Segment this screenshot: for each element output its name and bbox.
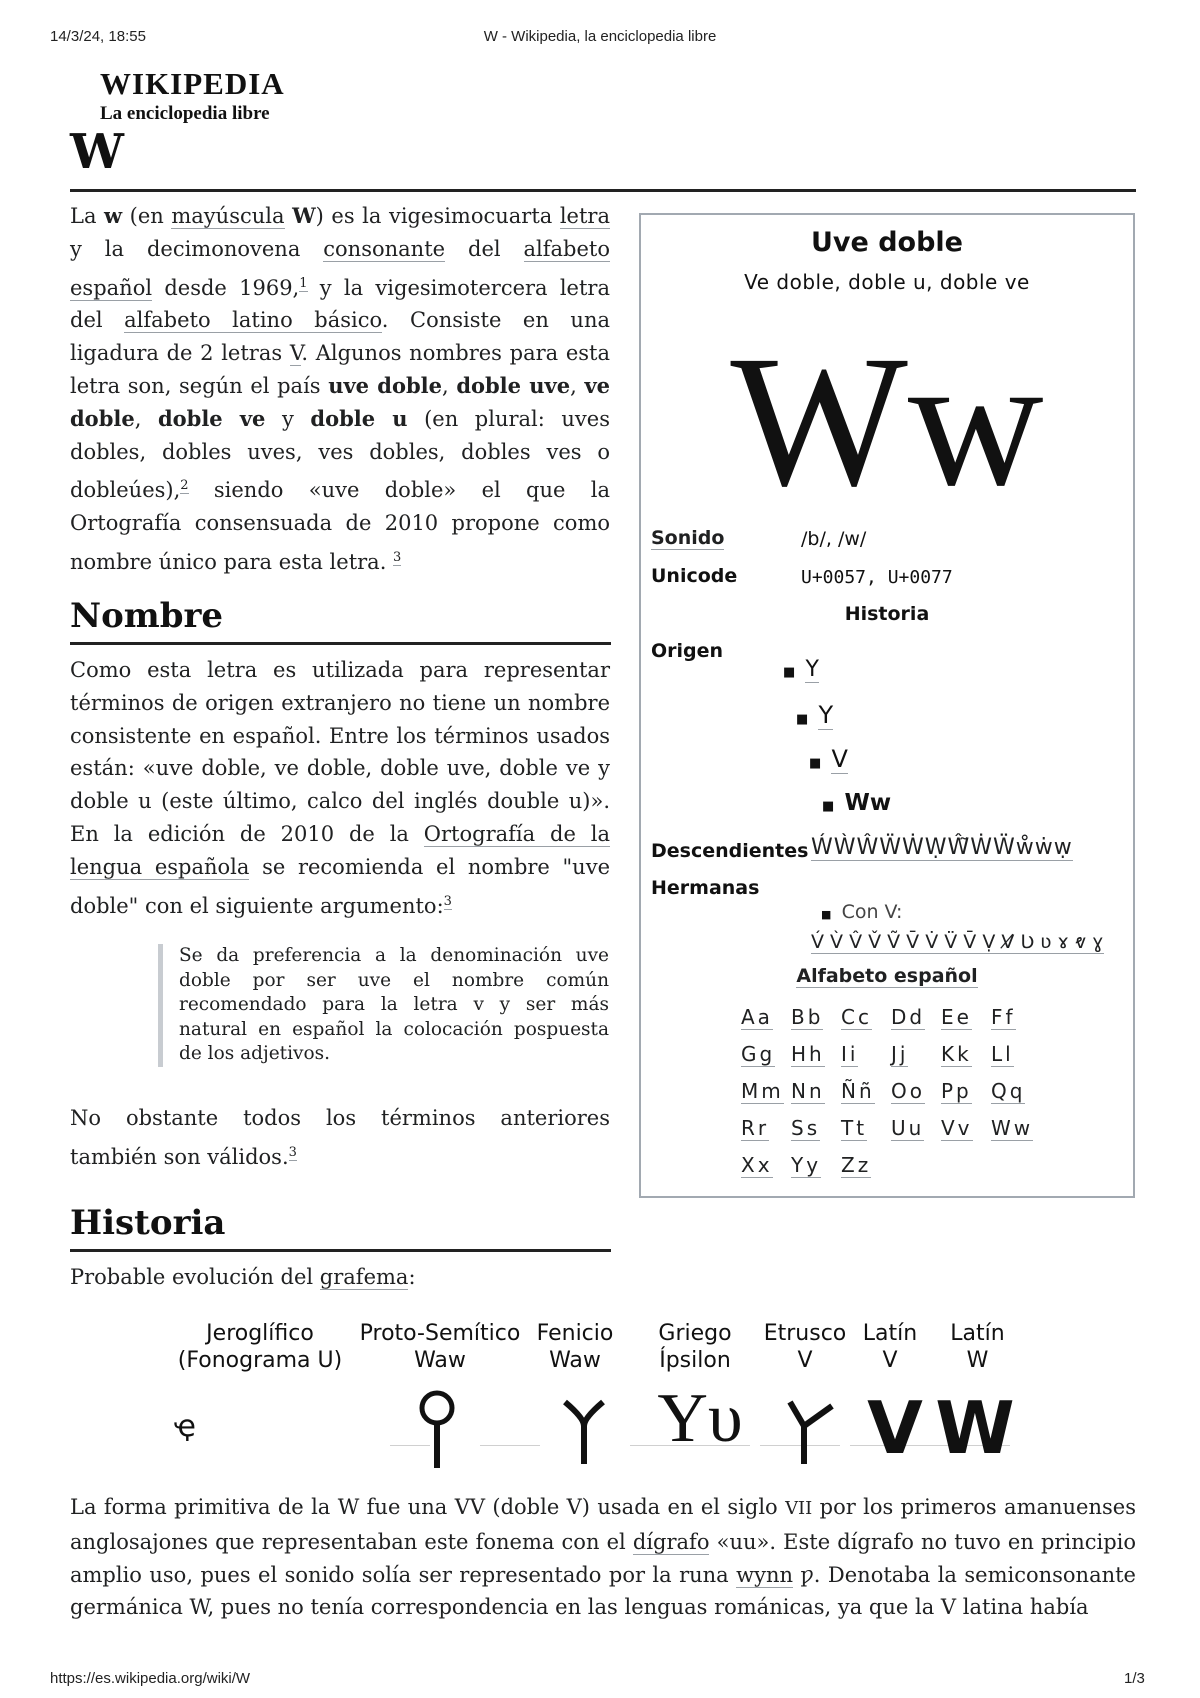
section-heading-historia: Historia — [70, 1203, 226, 1243]
section-divider-historia — [70, 1249, 611, 1252]
spanish-alphabet-grid — [741, 1005, 1041, 1195]
grapheme-evolution-table — [170, 1320, 1040, 1480]
link-wynn[interactable]: wynn — [736, 1562, 794, 1587]
origen-bullet-2: ■ V — [809, 745, 848, 773]
alphabet-letter-Gg[interactable]: Gg — [741, 1042, 776, 1066]
hieroglyph-quail-chick-icon: ҿ — [174, 1409, 196, 1444]
title-divider — [70, 189, 1136, 192]
proto-semitic-waw-icon — [415, 1388, 459, 1470]
greek-upsilon-icon: Υυ — [657, 1380, 743, 1457]
section-divider-nombre — [70, 642, 611, 645]
infobox-historia-label: Historia — [844, 603, 930, 625]
ref-3[interactable]: 3 — [393, 549, 402, 565]
alphabet-letter-Ll[interactable]: Ll — [991, 1042, 1014, 1066]
evolution-header-1: Proto-Semítico Waw — [359, 1321, 521, 1373]
infobox-letter-glyph: Ww — [730, 316, 1044, 525]
alphabet-letter-Rr[interactable]: Rr — [741, 1116, 770, 1140]
infobox-alfabeto-label[interactable]: Alfabeto español — [796, 965, 978, 987]
infobox-descendientes-value[interactable]: ẂẀŴẄẆẈŴ̃ẆẄẘẇẉ — [811, 835, 1073, 860]
baseline-2 — [480, 1445, 540, 1446]
print-url: https://es.wikipedia.org/wiki/W — [50, 1670, 251, 1687]
print-page-title: W - Wikipedia, la enciclopedia libre — [483, 28, 717, 45]
alphabet-letter-Pp[interactable]: Pp — [941, 1079, 972, 1103]
evolution-header-2: Fenicio Waw — [536, 1321, 614, 1373]
alphabet-letter-Cc[interactable]: Cc — [841, 1005, 872, 1029]
infobox-subtitle: Ve doble, doble u, doble ve — [744, 270, 1030, 294]
alphabet-letter-Kk[interactable]: Kk — [941, 1042, 972, 1066]
alphabet-letter-Hh[interactable]: Hh — [791, 1042, 825, 1066]
alphabet-letter-Jj[interactable]: Jj — [891, 1042, 909, 1066]
alphabet-letter-Qq[interactable]: Qq — [991, 1079, 1026, 1103]
origen-bullet-0: ■ Y — [783, 657, 819, 682]
alphabet-letter-Ee[interactable]: Ee — [941, 1005, 972, 1029]
etruscan-v-icon — [780, 1396, 836, 1466]
blockquote-ortografia: Se da preferencia a la denominación uve doble por ser uve el nombre común recomendado para la letra v y ser más natural en español la colocación pospuesta de los adjetivos. — [158, 944, 609, 1067]
link-alfabeto-espanol[interactable]: alfabeto español — [70, 236, 610, 300]
infobox-origen-label: Origen — [651, 640, 724, 662]
alphabet-letter-Vv[interactable]: Vv — [941, 1116, 973, 1140]
alphabet-letter-Nn[interactable]: Nn — [791, 1079, 825, 1103]
link-mayuscula[interactable]: mayúscula — [171, 204, 285, 228]
alphabet-letter-Uu[interactable]: Uu — [891, 1116, 925, 1140]
link-letra[interactable]: letra — [559, 204, 610, 228]
alphabet-letter-Tt[interactable]: Tt — [841, 1116, 868, 1140]
section-heading-nombre: Nombre — [70, 596, 224, 636]
alphabet-letter-Zz[interactable]: Zz — [841, 1153, 872, 1177]
alphabet-letter-Ff[interactable]: Ff — [991, 1005, 1016, 1029]
infobox-sonido-value[interactable]: /b/, /w/ — [801, 528, 867, 550]
evolution-header-6: Latín W — [950, 1321, 1005, 1373]
article-title: W — [70, 124, 124, 180]
infobox-sonido-label: Sonido — [651, 527, 725, 549]
print-page-number: 1/3 — [1124, 1670, 1145, 1687]
link-v[interactable]: V — [289, 341, 302, 366]
historia-paragraph: La forma primitiva de la W fue una VV (doble V) usada en el siglo VII por los primeros amanuenses anglosajones que representaban este fonema con el dígrafo «uu». Este dígrafo no tuvo en principio amplio uso, pues el sonido solía ser representado por la runa wynn ƿ. Denotaba la semiconsonante germánica W, pues no tenía correspondencia en las lenguas románicas, ya que la V latina había — [70, 1495, 1136, 1620]
evolution-header-5: Latín V — [862, 1321, 918, 1373]
alphabet-letter-Xx[interactable]: Xx — [741, 1153, 773, 1177]
infobox-hermanas-label: Hermanas — [651, 877, 760, 899]
ref-3-validos[interactable]: 3 — [288, 1144, 297, 1160]
intro-paragraph: La w (en mayúscula W) es la vigesimocuarta letra y la decimonovena consonante del alfabeto español desde 1969,$^1$ y la vigesimotercera letra del alfabeto latino básico. Consiste en una ligadura de 2 letras V. Algunos nombres para esta letra son, según el país uve doble, doble uve, ve doble, doble ve y doble u (en plural: uves dobles, dobles uves, ves dobles, dobles ves o dobleúes),$^2$ siendo «uve doble» el que la Ortografía consensuada de 2010 propone como nombre único para esta letra. $^3$ — [70, 203, 611, 574]
infobox-unicode-label: Unicode — [651, 565, 738, 587]
phoenician-waw-icon — [560, 1396, 608, 1466]
infobox-unicode-value: U+0057, U+0077 — [801, 567, 953, 588]
infobox-title: Uve doble — [810, 227, 963, 258]
origen-bullet-3: ■ Ww — [822, 790, 892, 816]
alphabet-letter-Bb[interactable]: Bb — [791, 1005, 824, 1029]
nombre-paragraph-2: No obstante todos los términos anteriores también son válidos.$^3$ — [70, 1106, 610, 1169]
evolution-header-4: Etrusco V — [763, 1321, 847, 1373]
latin-v-icon: V — [867, 1386, 923, 1470]
alphabet-letter-Oo[interactable]: Oo — [891, 1079, 925, 1103]
link-grafema[interactable]: grafema — [319, 1265, 409, 1289]
print-datetime: 14/3/24, 18:55 — [50, 28, 146, 45]
infobox-descendientes-label: Descendientes — [651, 840, 809, 862]
link-ortografia[interactable]: Ortografía de la lengua española — [70, 821, 610, 879]
alphabet-letter-Mm[interactable]: Mm — [741, 1079, 784, 1103]
ref-3-nombre[interactable]: 3 — [443, 893, 452, 909]
infobox-hermanas-value[interactable]: V́ V̀ V̂ V̌ Ṽ V̄ V̇ V̈ V̄ Ṿ V̸ Ʋ ʋ ɤ ⱴ ɣ — [811, 931, 1104, 953]
wikipedia-logo-wordmark[interactable]: WIKIPEDIA — [100, 66, 285, 101]
wikipedia-logo-tagline: La enciclopedia libre — [100, 103, 270, 124]
latin-w-icon: W — [935, 1386, 1015, 1470]
link-consonante[interactable]: consonante — [323, 236, 446, 261]
ref-2[interactable]: 2 — [180, 478, 189, 494]
evolution-header-0: Jeroglífico (Fonograma U) — [177, 1321, 343, 1373]
link-digrafo[interactable]: dígrafo — [632, 1529, 710, 1554]
hermanas-bullet: ■ Con V: — [821, 901, 903, 923]
alphabet-letter-Aa[interactable]: Aa — [741, 1005, 773, 1029]
alphabet-letter-Ss[interactable]: Ss — [791, 1116, 821, 1140]
nombre-paragraph: Como esta letra es utilizada para representar términos de origen extranjero no tiene un nombre consistente en español. Entre los términos usados están: «uve doble, ve doble, doble uve, doble ve y doble u (este último, calco del inglés double u)». En la edición de 2010 de la Ortografía de la lengua española se recomienda el nombre "uve doble" con el siguiente argumento:$^3$ — [70, 658, 610, 918]
alphabet-letter-Ww[interactable]: Ww — [991, 1116, 1034, 1140]
infobox — [639, 213, 1135, 1198]
alphabet-letter-Ññ[interactable]: Ññ — [841, 1079, 875, 1103]
link-alfabeto-latino[interactable]: alfabeto latino básico — [124, 308, 382, 333]
evolution-header-3: Griego Ípsilon — [658, 1321, 732, 1373]
ref-1[interactable]: 1 — [299, 275, 308, 291]
historia-lead: Probable evolución del grafema: — [70, 1265, 416, 1289]
alphabet-letter-Yy[interactable]: Yy — [791, 1153, 822, 1177]
alphabet-letter-Dd[interactable]: Dd — [891, 1005, 926, 1029]
origen-bullet-1: ■ Y — [796, 701, 834, 729]
alphabet-letter-Ii[interactable]: Ii — [841, 1042, 859, 1066]
